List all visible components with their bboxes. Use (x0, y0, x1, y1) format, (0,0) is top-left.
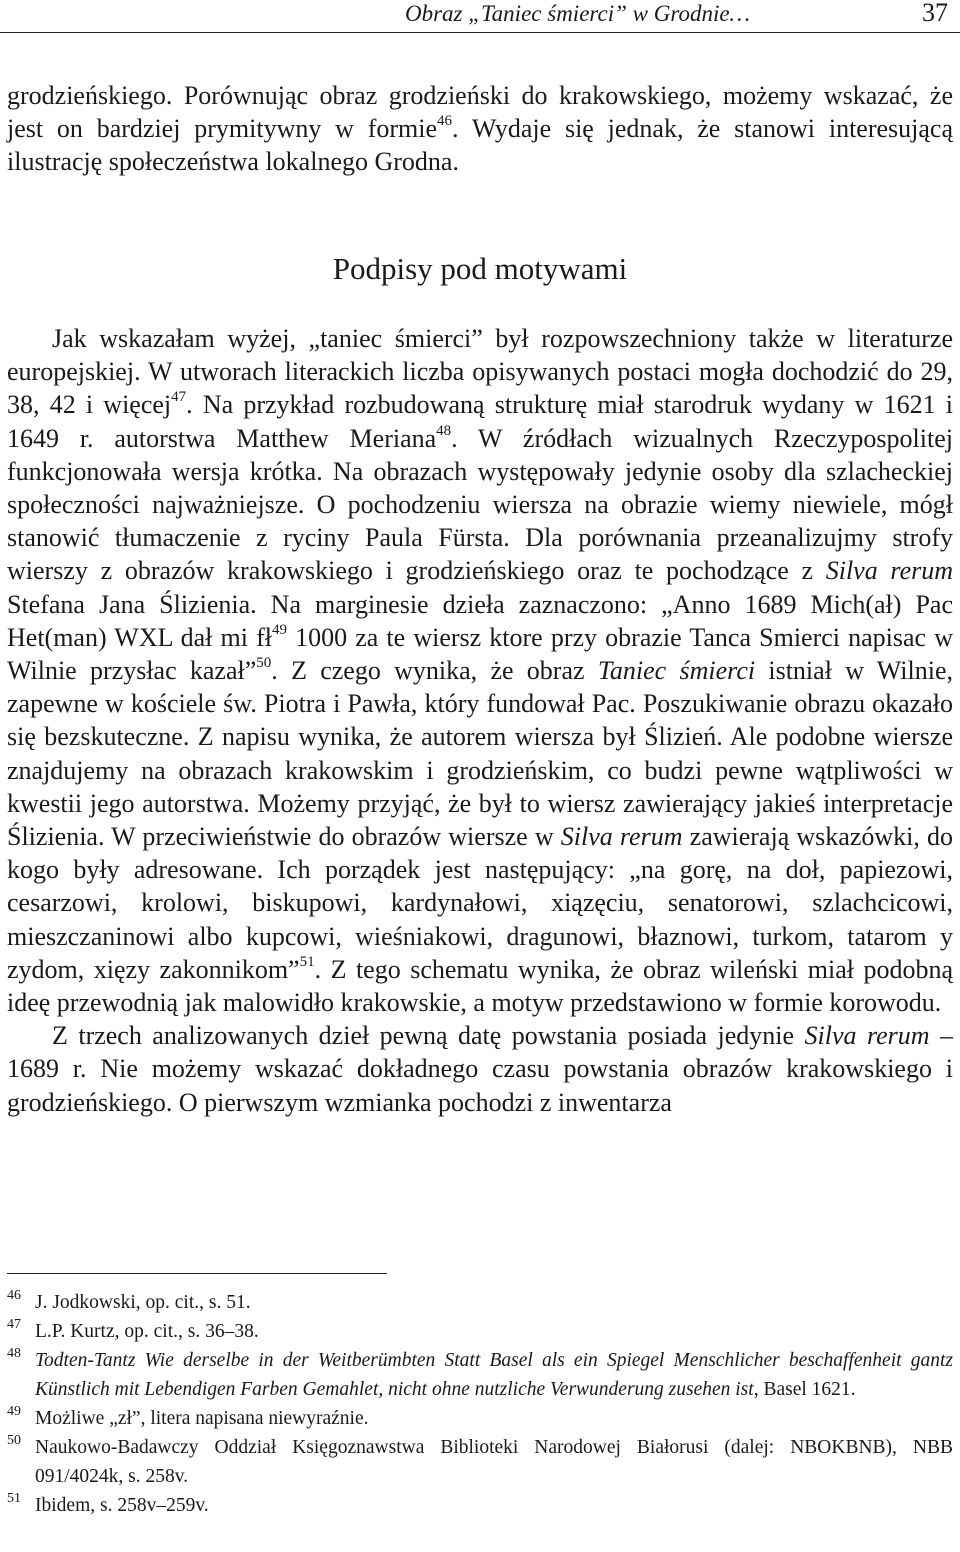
p2-text-d: Stefana Jana Ślizienia. Na marginesie dzieła zaznaczono: „Anno 1689 Mich(ał) Pac Het(man) WXL dał mi fł (7, 589, 953, 652)
footnote-50 (7, 1433, 953, 1491)
paragraph-2-block (7, 322, 953, 1119)
p2-text-e: 1000 za te wiersz ktore przy obrazie Tanca Smierci napisac w Wilnie przysłac kazał” (7, 622, 953, 686)
footnote-ref-51[interactable]: 51 (299, 953, 315, 970)
section-heading: Podpisy pod motywami (332, 251, 628, 286)
footnote-number: 50 (7, 1433, 21, 1448)
footnote-italic-title: Todten-Tantz Wie derselbe in der Weitberümbten Statt Basel als ein Spiegel Menschlicher beschaffenheit gantz Künstlich mit Lebendigen Farben Gemahlet, nicht ohne nutzliche Verwunderung zusehen ist (35, 1350, 953, 1400)
p2-text-g: istniał w Wilnie, zapewne w kościele św. Piotra i Pawła, który fundował Pac. Poszukiwanie obrazu okazało się bezskuteczne. Z napisu wynika, że autorem wiersza był Ślizień. Ale podobne wiersze znajdujemy na obrazach krakowskim i grodzieńskim, co budzi pewne wątpliwości w kwestii jego autorstwa. Możemy przyjąć, że był to wiersz zawierający jakieś interpretacje Ślizienia. W przeciwieństwie do obrazów wiersze w (7, 656, 953, 852)
running-title: Obraz „Taniec śmierci” w Grodnie… (404, 1, 750, 26)
footnote-text-block (35, 1346, 953, 1404)
header-rule (0, 32, 960, 33)
p2-text-h: zawierają wskazówki, do kogo były adresowane. Ich porządek jest następujący: „na gorę, na doł, papiezowi, cesarzowi, krolowi, biskupowi, kardynałowi, xiązęciu, senatorowi, szlachcicowi, mieszczaninowi albo kupcowi, wieśniakowi, dragunowi, błaznowi, turkom, tatarom y zydom, xięzy zakonnikom” (7, 822, 954, 984)
paragraph-1 (7, 79, 953, 179)
page-number: 37 (922, 0, 948, 27)
p3-text-a: Z trzech analizowanych dzieł pewną datę powstania posiada jedynie (52, 1021, 805, 1051)
p2-text-c: . W źródłach wizualnych Rzeczypospolitej funkcjonowała wersja krótka. Na obrazach występowały jedynie osoby dla szlacheckiej społeczności najważniejsze. O pochodzeniu wiersza na obrazie wiemy niewiele, mógł stanowić tłumaczenie z ryciny Paula Fürsta. Dla porównania przeanalizujmy strofy wierszy z obrazów krakowskiego i grodzieńskiego oraz te pochodzące z (7, 423, 953, 586)
paragraph-3 (7, 1019, 953, 1119)
footnote-49 (7, 1404, 953, 1433)
p2-silva-rerum-2: Silva rerum (560, 822, 683, 852)
footnote-46 (7, 1288, 953, 1317)
p2-text-a: Jak wskazałam wyżej, „taniec śmierci” był rozpowszechniony także w literaturze europejskiej. W utworach literackich liczba opisywanych postaci mogła dochodzić do 29, 38, 42 i więcej (7, 324, 953, 420)
footnotes (7, 1288, 953, 1520)
footnote-ref-48[interactable]: 48 (436, 422, 452, 439)
running-header (0, 0, 960, 38)
footnote-ref-49[interactable]: 49 (271, 621, 287, 638)
footnote-51 (7, 1491, 953, 1520)
footnote-text: L.P. Kurtz, op. cit., s. 36–38. (35, 1321, 259, 1342)
paragraph-2 (7, 322, 953, 1019)
p2-taniec-smierci: Taniec śmierci (597, 656, 756, 686)
footnote-number: 48 (7, 1346, 21, 1361)
footnote-47 (7, 1317, 953, 1346)
p1-text-b: . Wydaje się jednak, że stanowi interesującą ilustrację społeczeństwa lokalnego Grodna. (7, 114, 953, 177)
p2-text-i: . Z tego schematu wynika, że obraz wileński miał podobną ideę przewodnią jak malowidło krakowskie, a motyw przedstawiono w formie korowodu. (7, 954, 954, 1018)
footnote-text: Ibidem, s. 258v–259v. (35, 1495, 209, 1516)
p1-text-a: grodzieńskiego. Porównując obraz grodzieński do krakowskiego, możemy wskazać, że jest on bardziej prymitywny w formie (7, 81, 953, 144)
footnote-ref-50[interactable]: 50 (256, 655, 272, 672)
footnote-ref-47[interactable]: 47 (171, 389, 187, 406)
footnote-text: , Basel 1621. (753, 1379, 856, 1400)
p3-silva-rerum: Silva rerum (804, 1021, 930, 1051)
p2-silva-rerum-1: Silva rerum (825, 556, 954, 586)
footnote-ref-46[interactable]: 46 (437, 113, 453, 130)
footnote-text: Możliwe „zł”, litera napisana niewyraźnie. (35, 1408, 369, 1429)
footnote-text: J. Jodkowski, op. cit., s. 51. (35, 1292, 251, 1313)
footnote-48 (7, 1346, 953, 1404)
p3-text-b: – 1689 r. Nie możemy wskazać dokładnego czasu powstania obrazów krakowskiego i grodzieńskiego. O pierwszym wzmianka pochodzi z inwentarza (7, 1021, 954, 1117)
footnote-number: 49 (7, 1404, 21, 1419)
footnote-number: 47 (7, 1317, 21, 1332)
footnote-number: 46 (7, 1288, 21, 1303)
footnote-text: Naukowo-Badawczy Oddział Księgoznawstwa Biblioteki Narodowej Białorusi (dalej: NBOKBNB), NBB 091/4024k, s. 258v. (35, 1437, 953, 1487)
p2-text-f: . Z czego wynika, że obraz (271, 656, 598, 686)
footnote-number: 51 (7, 1491, 21, 1506)
footnote-separator (7, 1273, 387, 1274)
p2-text-b: . Na przykład rozbudowaną strukturę miał starodruk wydany w 1621 i 1649 r. autorstwa Matthew Meriana (7, 390, 953, 453)
